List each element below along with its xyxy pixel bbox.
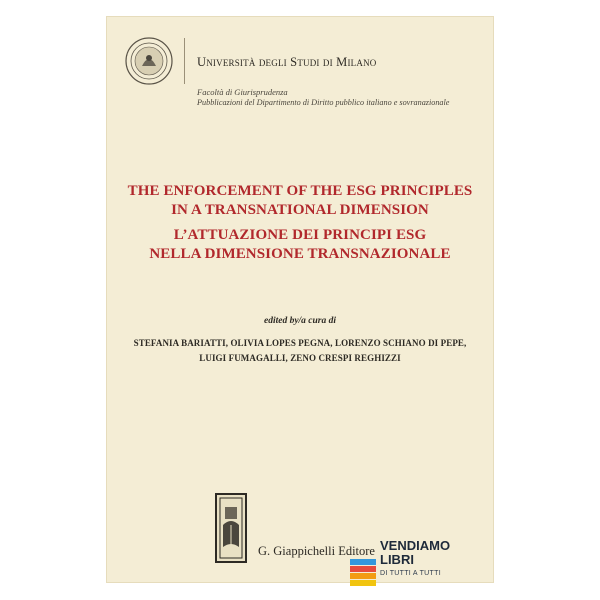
header-divider [184,38,185,84]
title-it-line1: L’ATTUAZIONE DEI PRINCIPI ESG [173,227,427,243]
watermark-line3: DI TUTTI A TUTTI [380,570,441,577]
department-publications: Pubblicazioni del Dipartimento di Diritto pubblico italiano e sovranazionale [197,98,450,107]
title-en-line1: THE ENFORCEMENT OF THE ESG PRINCIPLES [127,183,473,199]
book-cover [106,16,494,583]
university-seal-icon [124,36,174,86]
publisher-logo-icon [215,493,247,563]
book-title [106,182,494,264]
edited-by-label: edited by/a cura di [263,316,337,326]
watermark-text [380,539,450,581]
title-en-line2: IN A TRANSNATIONAL DIMENSION [171,202,429,218]
editors-line2: LUIGI FUMAGALLI, ZENO CRESPI REGHIZZI [199,353,401,363]
university-name: Università degli Studi di Milano [197,55,377,69]
watermark-line2: LIBRI [380,552,414,567]
publisher-name: G. Giappichelli Editore [258,544,375,558]
watermark-line1: VENDIAMO [380,538,451,553]
editors-list [106,336,494,366]
title-it-line2: NELLA DIMENSIONE TRANSNAZIONALE [149,246,451,262]
faculty-name: Facoltà di Giurisprudenza [197,87,288,97]
editors-line1: STEFANIA BARIATTI, OLIVIA LOPES PEGNA, LORENZO SCHIANO DI PEPE, [133,338,467,348]
